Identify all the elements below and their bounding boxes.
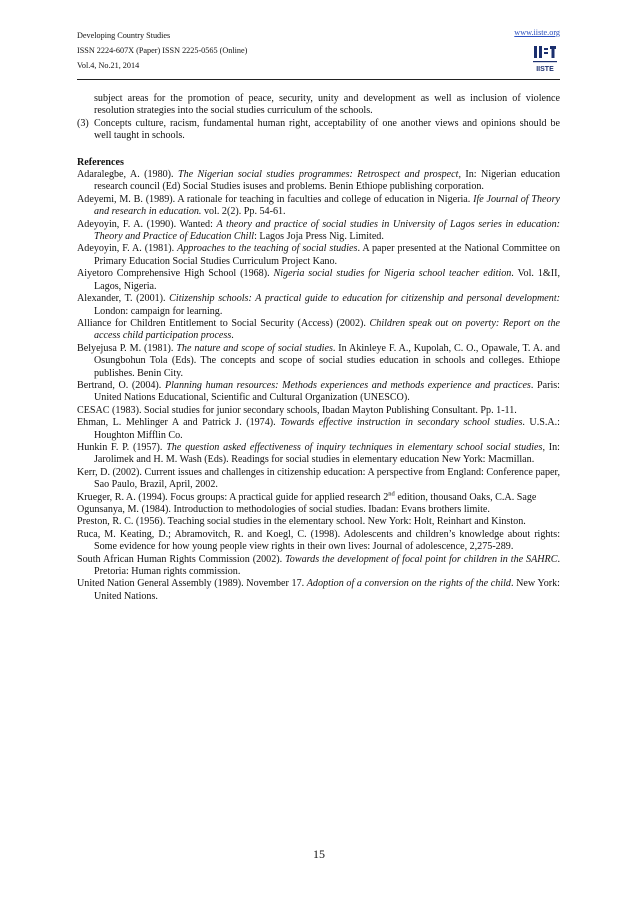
reference-text: In: Nigerian education research council (Ed) Social Studies isuses and problems. Benin Ethiope publishing corporation. (94, 169, 561, 193)
reference-entry (77, 194, 560, 219)
reference-text: Kerr, D. (2002). Current issues and challenges in citizenship education: A perspective from England: Conference paper, Sao Paulo, Brazil, April, 2002. (77, 466, 560, 491)
reference-text: Ogunsanya, M. (1984). Introduction to methodologies of social studies. Ibadan: Evans brothers limite. (77, 504, 490, 515)
references-heading: References (77, 156, 124, 168)
reference-text: Adeyoyin, F. A. (1981). (77, 243, 178, 255)
reference-text: Ehman, L. Mehlinger A and Patrick J. (1974). (77, 417, 281, 429)
reference-text: Aiyetoro Comprehensive High School (1968). (77, 268, 274, 280)
reference-text: Adaralegbe, A. (1980). (77, 169, 178, 181)
reference-text: . Paris: United Nations Educational, Scientific and Cultural Organization (UNESCO). (94, 379, 560, 404)
reference-text: Alliance for Children Entitlement to Social Security (Access) (2002). (77, 317, 370, 329)
reference-text: Belyejusa P. M. (1981). (77, 342, 177, 354)
reference-entry (77, 243, 560, 268)
journal-title: Developing Country Studies (77, 31, 171, 40)
reference-entry (77, 467, 560, 492)
reference-text: . U.S.A.: Houghton Mifflin Co. (94, 417, 560, 441)
reference-entry (77, 343, 560, 380)
reference-text: edition, thousand Oaks, C.A. Sage (394, 491, 537, 503)
reference-entry (77, 293, 560, 318)
iiste-logo-icon (532, 45, 558, 73)
reference-title: Nigeria social studies for Nigeria school teacher edition (273, 268, 512, 280)
reference-title: The question asked effectiveness of inquiry techniques in elementary school social studies (166, 441, 543, 453)
reference-text: United Nation General Assembly (1989). November 17. (77, 578, 307, 590)
list-item-number: (3) (77, 117, 89, 129)
reference-entry (77, 405, 560, 417)
reference-text: London: campaign for learning. (94, 305, 223, 317)
reference-title: Approaches to the teaching of social studies (177, 243, 358, 255)
reference-entry (77, 417, 560, 442)
reference-text: Adeyemi, M. B. (1989). A rationale for teaching in faculties and college of education in Nigeria. (77, 193, 474, 205)
reference-title: Ife Journal of Theory and research in education. (94, 193, 560, 218)
reference-text: . In Akinleye F. A., Kupolah, C. O., Opawale, T. A. and Osungbohun Tola (Eds). The concepts and scope of social studies education in schools and colleges. Ethiope publishes. Benin City. (94, 342, 560, 379)
reference-title: Towards effective instruction in secondary school studies (280, 417, 523, 429)
reference-text: : Lagos Joja Press Nig. Limited. (254, 231, 384, 243)
reference-entry (77, 516, 560, 528)
reference-text: Alexander, T. (2001). (77, 293, 170, 305)
reference-text: Hunkin F. P. (1957). (77, 441, 167, 453)
reference-entry (77, 380, 560, 405)
reference-entry (77, 529, 560, 554)
intro-paragraph: subject areas for the promotion of peace, security, unity and development as well as inclusion of violence resolution strategies into the social studies curriculum of the schools. (94, 93, 560, 117)
reference-text: . New York: United Nations. (94, 578, 560, 602)
reference-text: Ruca, M. Keating, D.; Abramovitch, R. and Koegl, C. (1998). Adolescents and children’s knowledge about rights: Some evidence for how young people view rights in their own lives: Journal of adolescence, 2,275-289. (77, 528, 560, 553)
reference-text: vol. 2(2). Pp. 54-61. (201, 206, 286, 218)
reference-text: , In: Jarolimek and H. M. Wash (Eds). Readings for social studies in elementary education New York: Macmillan. (94, 441, 560, 466)
reference-text: Bertrand, O. (2004). (77, 379, 165, 391)
reference-title: A theory and practice of social studies in University of Lagos series in education: Theory and Practice of Education Chill (94, 218, 560, 243)
reference-title: Towards the development of focal point for children in the SAHRC (285, 553, 558, 565)
header-rule (77, 79, 560, 80)
reference-text: South African Human Rights Commission (2002). (77, 553, 286, 565)
references-list (77, 169, 560, 603)
reference-title: Planning human resources: Methods experiences and methods experience and practices (164, 379, 531, 391)
reference-title: Citizenship schools: A practical guide to education for citizenship and personal development: (169, 293, 560, 305)
journal-url-link[interactable]: www.iiste.org (514, 28, 560, 37)
reference-entry (77, 554, 560, 579)
reference-text: CESAC (1983). Social studies for junior secondary schools, Ibadan Mayton Publishing Consultant. Pp. 1-11. (77, 404, 517, 416)
reference-title: Adoption of a conversion on the rights of the child (306, 578, 511, 590)
page-body (77, 93, 560, 603)
reference-entry (77, 442, 560, 467)
reference-title: The nature and scope of social studies (176, 342, 333, 354)
reference-text: . Vol. 1&II, Lagos, Nigeria. (94, 268, 560, 292)
journal-issn: ISSN 2224-607X (Paper) ISSN 2225-0565 (Online) (77, 46, 248, 55)
iiste-logo-text: IISTE (536, 66, 554, 73)
reference-text: Adeyoyin, F. A. (1990). Wanted: (77, 218, 217, 230)
journal-volume: Vol.4, No.21, 2014 (77, 61, 140, 70)
reference-text: Preston, R. C. (1956). Teaching social studies in the elementary school. New York: Holt, Reinhart and Kinston. (77, 516, 526, 528)
reference-superscript: nd (388, 490, 395, 498)
reference-text: . (231, 330, 234, 342)
reference-text: Krueger, R. A. (1994). Focus groups: A practical guide for applied research 2 (77, 491, 389, 503)
page-number: 15 (313, 847, 325, 861)
reference-entry (77, 318, 560, 343)
list-item-3 (77, 118, 560, 143)
reference-entry (77, 578, 560, 603)
reference-entry (77, 219, 560, 244)
reference-title: Children speak out on poverty: Report on the access child participation process (94, 317, 560, 342)
reference-text: . A paper presented at the National Committee on Primary Education Social Studies Curriculum Project Kano. (94, 243, 561, 267)
reference-entry (77, 268, 560, 293)
reference-entry (77, 504, 560, 516)
journal-header (77, 28, 247, 73)
reference-text: . Pretoria: Human rights commission. (94, 553, 560, 578)
reference-title: The Nigerian social studies programmes: Retrospect and prospect, (178, 169, 461, 181)
reference-entry (77, 169, 560, 194)
list-item-text: Concepts culture, racism, fundamental human right, acceptability of one another views and opinions should be well taught in schools. (94, 117, 560, 142)
reference-entry (77, 492, 560, 504)
